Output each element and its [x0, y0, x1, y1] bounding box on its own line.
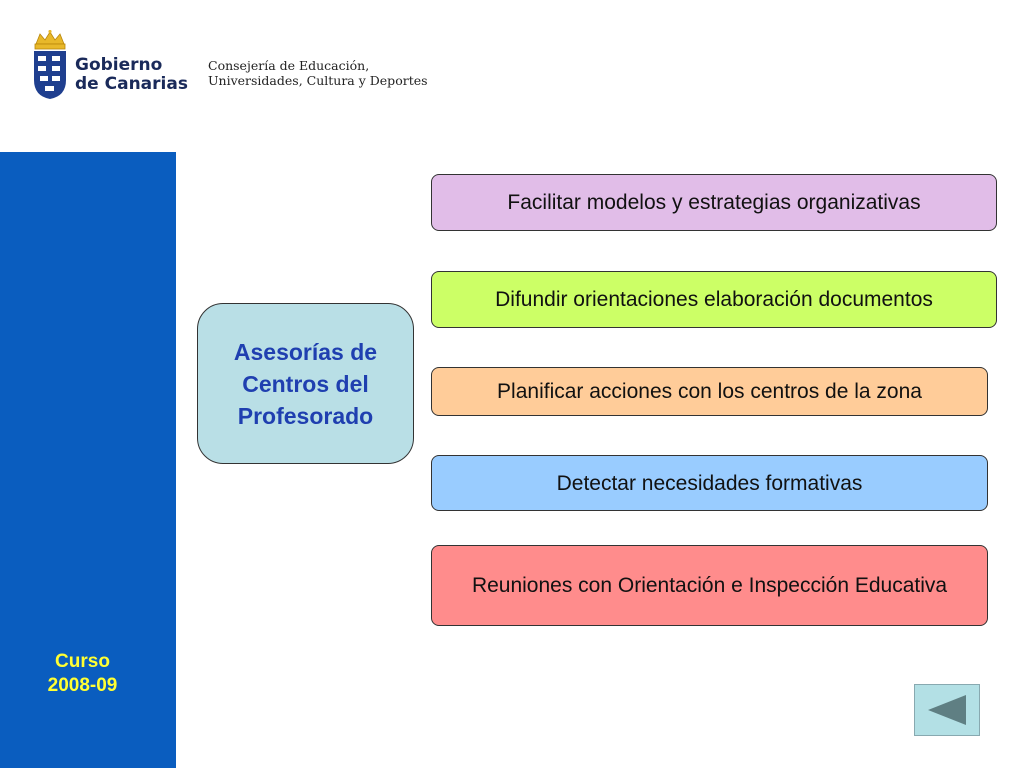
department-name [208, 58, 428, 88]
logo-text-line1: Gobierno [75, 55, 163, 75]
department-line1: Consejería de Educación, [208, 58, 370, 73]
course-label [0, 650, 165, 698]
shield-icon [34, 51, 66, 99]
triangle-left-icon [925, 693, 969, 727]
crown-icon [35, 30, 65, 49]
logo-text-line2: de Canarias [75, 74, 188, 94]
course-year: 2008-09 [47, 675, 118, 696]
department-line2: Universidades, Cultura y Deportes [208, 73, 428, 88]
action-box-2 [431, 271, 997, 328]
action-box-label: Facilitar modelos y estrategias organizativas [507, 191, 921, 214]
action-box-label: Difundir orientaciones elaboración documentos [495, 288, 933, 311]
action-box-label: Detectar necesidades formativas [556, 471, 863, 495]
action-box-label: Reuniones con Orientación e Inspección Educativa [471, 574, 948, 597]
logo-text [75, 56, 188, 94]
action-box-1 [431, 174, 997, 231]
course-label-word: Curso [55, 651, 110, 672]
back-button[interactable] [914, 684, 980, 736]
action-box-4 [431, 455, 988, 511]
action-box-label: Planificar acciones con los centros de la zona [497, 380, 922, 403]
center-node [197, 303, 414, 464]
action-box-3 [431, 367, 988, 416]
center-node-label: Asesorías de Centros del Profesorado [233, 338, 378, 429]
action-box-5 [431, 545, 988, 626]
